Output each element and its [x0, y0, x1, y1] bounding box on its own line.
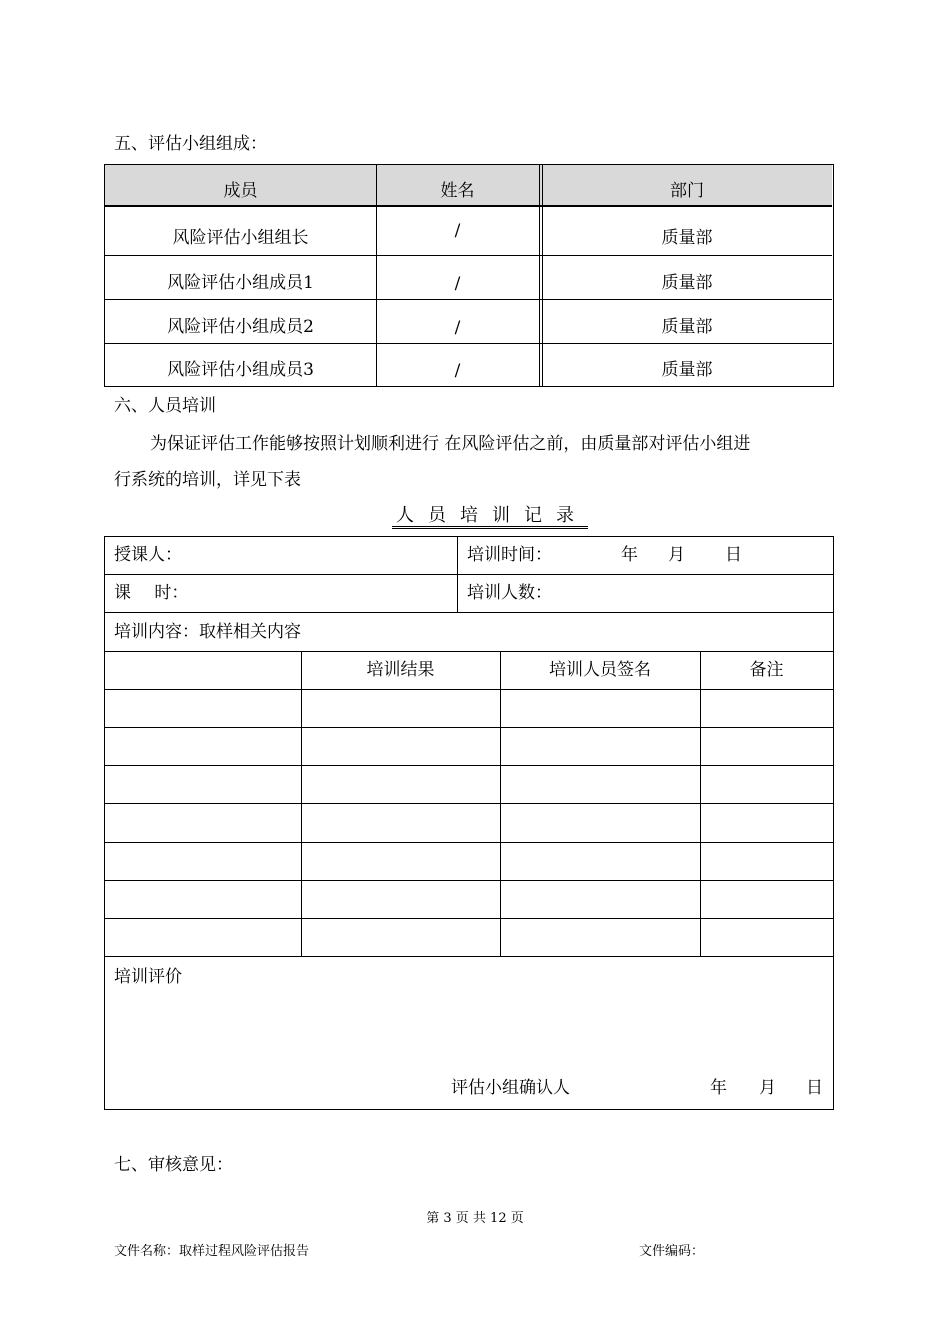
members-table: [104, 164, 834, 387]
header-member: 成员: [223, 181, 258, 201]
file-name: 文件名称：取样过程风险评估报告: [114, 1244, 310, 1259]
col-trainee-signature: 培训人员签名: [549, 660, 651, 680]
name-cell: /: [454, 221, 461, 241]
member-cell: 风险评估小组成员3: [167, 360, 314, 380]
training-content: 培训内容：取样相关内容: [114, 622, 301, 642]
header-dept: 部门: [670, 181, 704, 201]
file-code: 文件编码：: [639, 1244, 705, 1259]
confirm-year: 年: [710, 1078, 727, 1098]
col-training-result: 培训结果: [366, 660, 435, 680]
section6-heading: 六、人员培训: [114, 396, 216, 416]
dept-cell: 质量部: [661, 228, 713, 248]
name-cell: /: [454, 318, 461, 338]
time-month: 月: [668, 545, 685, 565]
member-cell: 风险评估小组成员1: [167, 273, 314, 293]
name-cell: /: [454, 274, 461, 294]
page-number: 第 3 页 共 12 页: [426, 1211, 524, 1226]
training-table: [104, 536, 834, 1110]
section6-paragraph-line2: 行系统的培训，详见下表: [114, 470, 301, 490]
dept-cell: 质量部: [661, 273, 713, 293]
member-cell: 风险评估小组成员2: [167, 317, 314, 337]
dept-cell: 质量部: [661, 360, 713, 380]
participant-count-label: 培训人数：: [467, 583, 552, 603]
training-evaluation-label: 培训评价: [114, 967, 182, 987]
name-cell: /: [454, 361, 461, 381]
section7-heading: 七、审核意见：: [114, 1155, 233, 1175]
dept-cell: 质量部: [661, 317, 713, 337]
section5-heading: 五、评估小组组成：: [114, 134, 267, 154]
confirm-day: 日: [806, 1078, 823, 1098]
member-cell: 风险评估小组组长: [172, 228, 309, 248]
confirmer-label: 评估小组确认人: [451, 1078, 570, 1098]
header-name: 姓名: [440, 181, 475, 201]
section6-paragraph-line1: 为保证评估工作能够按照计划顺利进行 在风险评估之前，由质量部对评估小组进: [150, 434, 751, 454]
confirm-month: 月: [759, 1078, 776, 1098]
time-day: 日: [725, 545, 742, 565]
training-time-label: 培训时间：: [467, 545, 552, 565]
training-title: 人员培训记录: [392, 506, 588, 529]
training-title-wrap: [392, 505, 588, 532]
time-year: 年: [621, 545, 638, 565]
hours-label: 课 时：: [114, 583, 189, 603]
instructor-label: 授课人：: [114, 545, 182, 565]
col-remarks: 备注: [749, 660, 784, 680]
